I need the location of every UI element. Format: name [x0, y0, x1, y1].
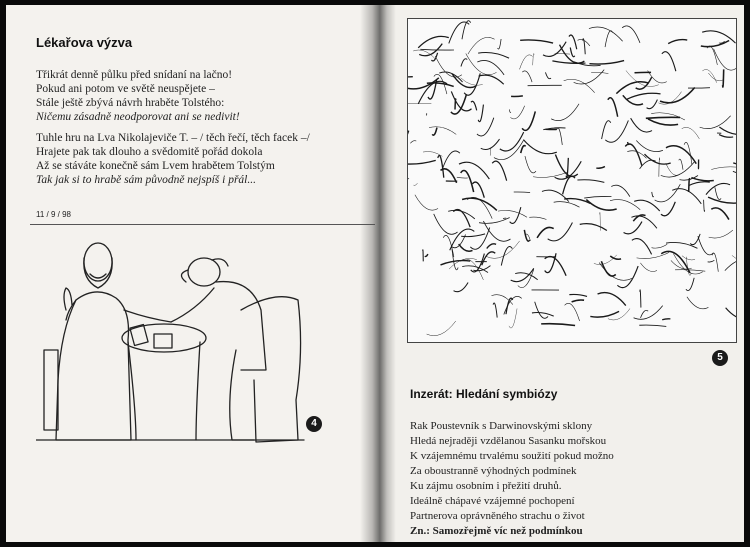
scribble-stroke	[708, 260, 715, 262]
scribble-stroke	[668, 40, 687, 44]
scribble-stroke	[434, 214, 458, 234]
scribble-stroke	[525, 156, 536, 173]
scribble-stroke	[418, 81, 447, 103]
ad-line: Za oboustranně výhodných podmínek	[410, 465, 577, 477]
scribble-stroke	[548, 222, 573, 240]
scribble-stroke	[520, 40, 553, 43]
scribble-stroke	[590, 311, 619, 317]
scribble-stroke	[698, 236, 714, 255]
scribble-stroke	[712, 253, 718, 272]
scribble-stroke	[545, 72, 551, 78]
cartoon-illustration	[36, 230, 306, 445]
scribble-stroke	[462, 21, 471, 40]
ad-title: Inzerát: Hledání symbiózy	[410, 387, 558, 401]
scribble-stroke	[652, 192, 654, 197]
scribble-stroke	[714, 49, 736, 70]
scribble-stroke	[425, 254, 428, 256]
scribble-stroke	[565, 303, 580, 321]
scribble-stroke	[442, 151, 460, 170]
scribble-stroke	[510, 106, 524, 119]
scribble-stroke	[478, 52, 509, 58]
scribble-stroke	[640, 290, 641, 308]
scribble-stroke	[599, 263, 632, 281]
scribble-stroke	[627, 151, 646, 159]
scribble-stroke	[572, 300, 584, 302]
scribble-stroke	[520, 55, 533, 70]
scribble-stroke	[733, 163, 736, 167]
scribble-stroke	[487, 244, 496, 249]
scribble-stroke	[666, 242, 697, 248]
scribble-stroke	[537, 227, 554, 237]
ad-line: Zn.: Samozřejmě víc než podmínkou	[410, 525, 583, 537]
scribble-stroke	[478, 105, 483, 122]
scribble-stroke	[625, 144, 642, 166]
scribble-stroke	[410, 141, 416, 144]
poem-line: Ničemu zásadně neodporovat ani se nedivit!	[36, 111, 240, 123]
scribble-stroke	[542, 190, 569, 202]
scribble-stroke	[435, 56, 462, 77]
scribble-stroke	[708, 73, 723, 81]
scribble-stroke	[627, 93, 661, 99]
page-number-badge: 5	[712, 350, 728, 366]
scribble-stroke	[522, 71, 532, 82]
scribble-stroke	[554, 202, 580, 208]
scribble-stroke	[408, 160, 436, 164]
scribble-stroke	[733, 171, 736, 175]
scribble-stroke	[723, 69, 724, 87]
page-number-badge: 4	[306, 416, 322, 432]
scribble-stroke	[570, 48, 574, 57]
scribble-stroke	[726, 308, 736, 319]
scribble-stroke	[461, 59, 467, 67]
scribble-stroke	[471, 101, 477, 110]
scribble-stroke	[640, 263, 657, 272]
scribble-stroke	[580, 224, 607, 231]
scribble-stroke	[498, 210, 527, 217]
scribble-stroke	[498, 39, 501, 49]
scribble-stroke	[429, 127, 456, 135]
scribble-stroke	[511, 96, 523, 97]
scribble-stroke	[584, 196, 611, 198]
scribble-stroke	[637, 252, 669, 258]
scribble-stroke	[636, 77, 652, 89]
scribble-stroke	[535, 302, 548, 319]
scribble-stroke	[533, 172, 568, 177]
scribble-stroke	[682, 127, 700, 139]
scribble-stroke	[719, 135, 733, 138]
scribble-stroke	[598, 293, 626, 306]
scribble-stroke	[641, 310, 649, 317]
poem-date: 11 / 9 / 98	[36, 210, 71, 219]
scribble-stroke	[711, 167, 736, 170]
scribble-stroke	[632, 239, 652, 255]
scribble-stroke	[708, 197, 736, 203]
scribble-stroke	[427, 321, 456, 336]
scribble-stroke	[662, 319, 670, 320]
ad-line: K vzájemnému trvalému soužití pokud možno	[410, 450, 614, 462]
scribble-stroke	[715, 187, 721, 199]
scribble-stroke	[702, 69, 716, 82]
scribble-stroke	[408, 178, 409, 181]
ad-line: Ku zájmu osobním i přežití druhů.	[410, 480, 562, 492]
scribble-stroke	[704, 200, 705, 212]
scribble-stroke	[457, 177, 468, 178]
scribble-stroke	[555, 155, 577, 177]
scribble-stroke	[514, 192, 530, 193]
scribble-stroke	[515, 273, 538, 280]
ad-line: Hledá nejraději vzdělanou Sasanku mořskou	[410, 435, 607, 447]
scribble-stroke	[501, 247, 512, 266]
scribble-stroke	[624, 222, 642, 234]
scribble-stroke	[521, 146, 526, 154]
poem-line: Tuhle hru na Lva Nikolajeviče T. – / těch řečí, těch facek –/	[36, 132, 310, 144]
scribble-stroke	[659, 158, 660, 177]
scribble-stroke	[605, 120, 628, 142]
scribble-stroke	[543, 42, 566, 57]
scribble-stroke	[564, 79, 595, 92]
scribble-stroke	[655, 184, 681, 202]
scribble-stroke	[522, 111, 535, 130]
scribble-stroke	[652, 244, 668, 248]
scribble-stroke	[486, 241, 520, 258]
scribble-stroke	[610, 256, 621, 259]
scribble-stroke	[503, 218, 506, 219]
scribble-stroke	[686, 278, 694, 291]
scribble-stroke	[523, 140, 556, 154]
scribble-stroke	[440, 261, 470, 265]
scribble-stroke	[464, 73, 480, 95]
scribble-stroke	[481, 139, 500, 149]
scribble-stroke	[415, 195, 438, 210]
scribble-stroke	[483, 221, 510, 241]
scribble-stroke	[490, 148, 491, 156]
scribble-stroke	[689, 179, 690, 192]
scribble-stroke	[711, 208, 729, 220]
scribble-stroke	[509, 109, 511, 112]
scribble-stroke	[500, 132, 524, 151]
scribble-stroke	[666, 163, 680, 175]
scribble-stroke	[509, 309, 517, 329]
poem-line: Až se stáváte konečně sám Lvem hrabětem Tolstým	[36, 160, 275, 172]
scribble-stroke	[432, 128, 437, 136]
scribble-stroke	[408, 131, 409, 146]
scribble-stroke	[532, 313, 554, 317]
scribble-stroke	[608, 98, 618, 117]
scribble-stroke	[662, 52, 676, 72]
scribble-stroke	[617, 266, 638, 288]
scribble-stroke	[661, 202, 675, 216]
poem-line: Třikrát denně půlku před snídaní na lačno!	[36, 69, 233, 81]
scribble-stroke	[466, 54, 497, 75]
scribble-stroke	[586, 200, 616, 211]
scribble-stroke	[702, 31, 735, 43]
ad-line: Ideálně chápavé vzájemné pochopení	[410, 495, 575, 507]
scribble-stroke	[709, 230, 733, 238]
scribble-stroke	[468, 37, 495, 54]
scribble-stroke	[691, 178, 713, 181]
scribble-stroke	[492, 161, 506, 181]
scribble-stroke	[644, 154, 670, 164]
poem-line: Hrajete pak tak dlouho a svědomitě pořád dokola	[36, 146, 263, 158]
scribble-stroke	[557, 128, 563, 145]
scribble-stroke	[569, 35, 577, 49]
scribble-stroke	[634, 200, 660, 211]
scribble-stroke	[707, 46, 717, 65]
scribble-stroke	[600, 212, 601, 230]
scribble-stroke	[418, 36, 449, 47]
scribble-stroke	[647, 100, 658, 109]
poem-line: Pokud ani potom ve světě neuspějete –	[36, 83, 215, 95]
poem-line: Tak jak si to hrabě sám původně nejspíš i přál...	[36, 174, 256, 186]
scribble-stroke	[611, 185, 630, 196]
scribble-stroke	[639, 325, 666, 326]
book-spine-shadow	[360, 5, 396, 542]
scribble-stroke	[675, 270, 705, 272]
scribble-stroke	[648, 119, 678, 125]
scribble-stroke	[631, 118, 652, 132]
scribble-stroke	[594, 255, 617, 265]
scribble-stroke	[459, 244, 473, 251]
scribble-stroke	[569, 294, 587, 296]
scribble-stroke	[533, 53, 534, 65]
scribble-stroke	[524, 230, 529, 241]
scribble-stroke	[671, 260, 692, 269]
ad-line: Partnerova oprávněného strachu o život	[410, 510, 585, 522]
poem-line: Stále ještě zbývá návrh hraběte Tolstého:	[36, 97, 225, 109]
scribble-stroke	[461, 78, 483, 86]
scribble-stroke	[477, 118, 494, 136]
scribble-stroke	[682, 256, 695, 260]
scribble-stroke	[719, 127, 736, 134]
scribble-stroke	[461, 171, 474, 193]
scribble-stroke	[660, 87, 695, 102]
scribble-stroke	[596, 166, 605, 168]
scribble-stroke	[679, 159, 683, 170]
scribble-stroke	[449, 22, 469, 43]
scribble-stroke	[628, 142, 630, 145]
poem-title: Lékařova výzva	[36, 35, 133, 50]
ad-line: Rak Poustevník s Darwinovskými sklony	[410, 420, 593, 432]
scribble-stroke	[577, 180, 604, 183]
scribble-stroke	[453, 210, 470, 228]
scribble-stroke	[605, 31, 613, 47]
scribble-stroke	[510, 207, 521, 223]
scribble-stroke	[529, 217, 546, 219]
scribble-stroke	[689, 182, 710, 186]
abstract-artwork	[407, 18, 737, 343]
scribble-stroke	[472, 182, 484, 198]
scribble-stroke	[479, 75, 504, 84]
scribble-stroke	[687, 297, 708, 309]
scribble-stroke	[414, 183, 418, 185]
scribble-stroke	[672, 189, 701, 204]
scribble-stroke	[591, 72, 608, 73]
scribble-stroke	[636, 141, 663, 152]
divider	[30, 224, 375, 225]
scribble-stroke	[574, 70, 605, 84]
scribble-stroke	[651, 113, 685, 120]
scribble-stroke	[589, 27, 623, 41]
scribble-stroke	[541, 324, 575, 326]
scribble-stroke	[725, 258, 736, 270]
scribble-stroke	[493, 303, 497, 318]
scribble-stroke	[634, 306, 663, 320]
scribble-stroke	[551, 104, 579, 121]
scribble-stroke	[589, 61, 624, 64]
scribble-stroke	[622, 26, 640, 43]
scribble-stroke	[706, 183, 730, 194]
scribble-stroke	[454, 283, 469, 292]
scribble-stroke	[602, 121, 611, 139]
scribble-stroke	[646, 117, 680, 118]
scribble-stroke	[700, 116, 731, 129]
